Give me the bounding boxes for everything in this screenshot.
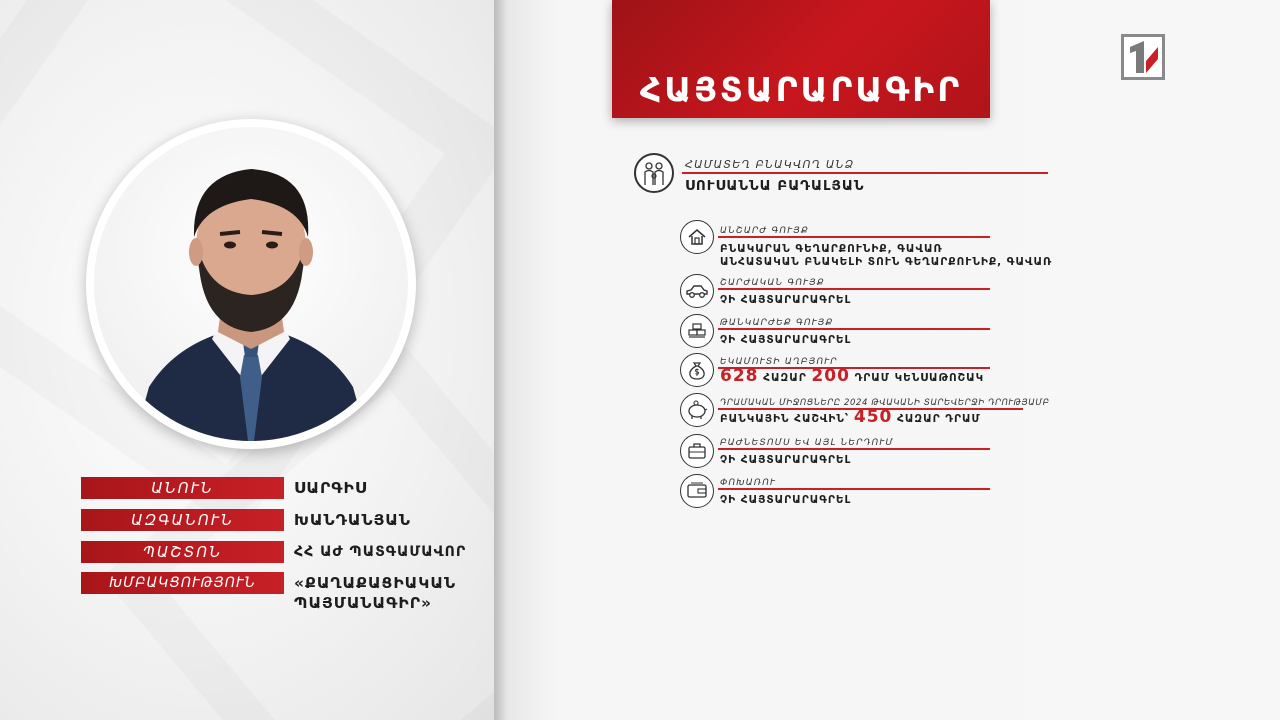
- faction-value: «ՔԱՂԱՔԱՑԻԱԿԱՆ ՊԱՅՄԱՆԱԳԻՐ»: [294, 574, 457, 612]
- spouse-divider: [682, 172, 1048, 174]
- movable-property-label: ՇԱՐԺԱԿԱՆ ԳՈՒՅՔ: [720, 278, 825, 288]
- money-bag-icon: [680, 353, 714, 387]
- income-remainder: 200: [811, 366, 850, 386]
- position-label: ՊԱՇՏՈՆ: [81, 541, 284, 563]
- loans-value: ՉԻ ՀԱՅՏԱՐԱՐԱԳՐԵԼ: [720, 494, 852, 506]
- loans-label: ՓՈԽԱՌՈՒ: [720, 478, 777, 488]
- real-estate-label: ԱՆՇԱՐԺ ԳՈՒՅՔ: [720, 226, 810, 236]
- real-estate-divider: [718, 236, 990, 238]
- valuables-label: ԹԱՆԿԱՐԺԵՔ ԳՈՒՅՔ: [720, 318, 834, 328]
- income-unit-1: ՀԱԶԱՐ: [763, 372, 807, 384]
- monetary-assets-value: [720, 407, 981, 427]
- first-name-value: ՍԱՐԳԻՍ: [294, 479, 368, 497]
- real-estate-value-1: ԲՆԱԿԱՐԱՆ ԳԵՂԱՐՔՈՒՆԻՔ, ԳԱՎԱՌ: [720, 243, 943, 255]
- page-fold-shadow: [494, 0, 508, 720]
- person-photo-illustration: [94, 127, 408, 441]
- movable-property-value: ՉԻ ՀԱՅՏԱՐԱՐԱԳՐԵԼ: [720, 294, 852, 306]
- valuables-divider: [718, 328, 990, 330]
- car-icon: [680, 274, 714, 308]
- first-name-label: ԱՆՈՒՆ: [81, 477, 284, 499]
- shares-divider: [718, 448, 990, 450]
- loans-divider: [718, 488, 990, 490]
- last-name-label: ԱԶԳԱՆՈՒՆ: [81, 509, 284, 531]
- income-label: ԵԿԱՄՈՒՏԻ ԱՂԲՅՈՒՐ: [720, 357, 838, 367]
- bank-account-text: ԲԱՆԿԱՅԻՆ ՀԱՇՎԻՆ՝: [720, 413, 850, 425]
- person-photo: [94, 127, 408, 441]
- shares-value: ՉԻ ՀԱՅՏԱՐԱՐԱԳՐԵԼ: [720, 454, 852, 466]
- monetary-assets-label: ԴՐԱՄԱԿԱՆ ՄԻՋՈՑՆԵՐԸ 2024 ԹՎԱԿԱՆԻ ՏԱՐԵՎԵՐՋԻ ԴՐՈՒԹՅԱՄԲ: [720, 398, 1050, 408]
- movable-property-divider: [718, 288, 990, 290]
- briefcase-icon: [680, 434, 714, 468]
- family-icon: [634, 153, 674, 193]
- channel-one-logo-icon: [1124, 37, 1162, 77]
- income-unit-2: ԴՐԱՄ ԿԵՆՍԱԹՈՇԱԿ: [854, 372, 985, 384]
- house-icon: [680, 220, 714, 254]
- last-name-value: ԽԱՆԴԱՆՅԱՆ: [294, 511, 411, 529]
- channel-logo: [1121, 34, 1165, 80]
- faction-label: ԽՄԲԱԿՑՈՒԹՅՈՒՆ: [81, 572, 284, 594]
- income-thousands: 628: [720, 366, 759, 386]
- bank-account-unit: ՀԱԶԱՐ ԴՐԱՄ: [897, 413, 981, 425]
- piggy-bank-icon: [680, 393, 714, 427]
- position-value: ՀՀ ԱԺ ՊԱՏԳԱՄԱՎՈՐ: [294, 544, 467, 560]
- gold-bars-icon: [680, 314, 714, 348]
- shares-label: ԲԱԺՆԵՏՈՄՍ ԵՎ ԱՅԼ ՆԵՐԴՈՒՄ: [720, 438, 894, 448]
- real-estate-value-2: ԱՆՀԱՏԱԿԱՆ ԲՆԱԿԵԼԻ ՏՈՒՆ ԳԵՂԱՐՔՈՒՆԻՔ, ԳԱՎԱՌ: [720, 256, 1053, 268]
- page-title: ՀԱՅՏԱՐԱՐԱԳԻՐ: [639, 70, 963, 109]
- portrait-frame: [86, 119, 416, 449]
- title-banner: [612, 0, 990, 118]
- spouse-value: ՍՈՒՍԱՆՆԱ ԲԱԴԱԼՅԱՆ: [685, 178, 865, 194]
- income-value: [720, 366, 985, 386]
- bank-account-amount: 450: [853, 407, 893, 427]
- spouse-label: ՀԱՄԱՏԵՂ ԲՆԱԿՎՈՂ ԱՆՁ: [685, 158, 855, 171]
- valuables-value: ՉԻ ՀԱՅՏԱՐԱՐԱԳՐԵԼ: [720, 334, 852, 346]
- wallet-icon: [680, 474, 714, 508]
